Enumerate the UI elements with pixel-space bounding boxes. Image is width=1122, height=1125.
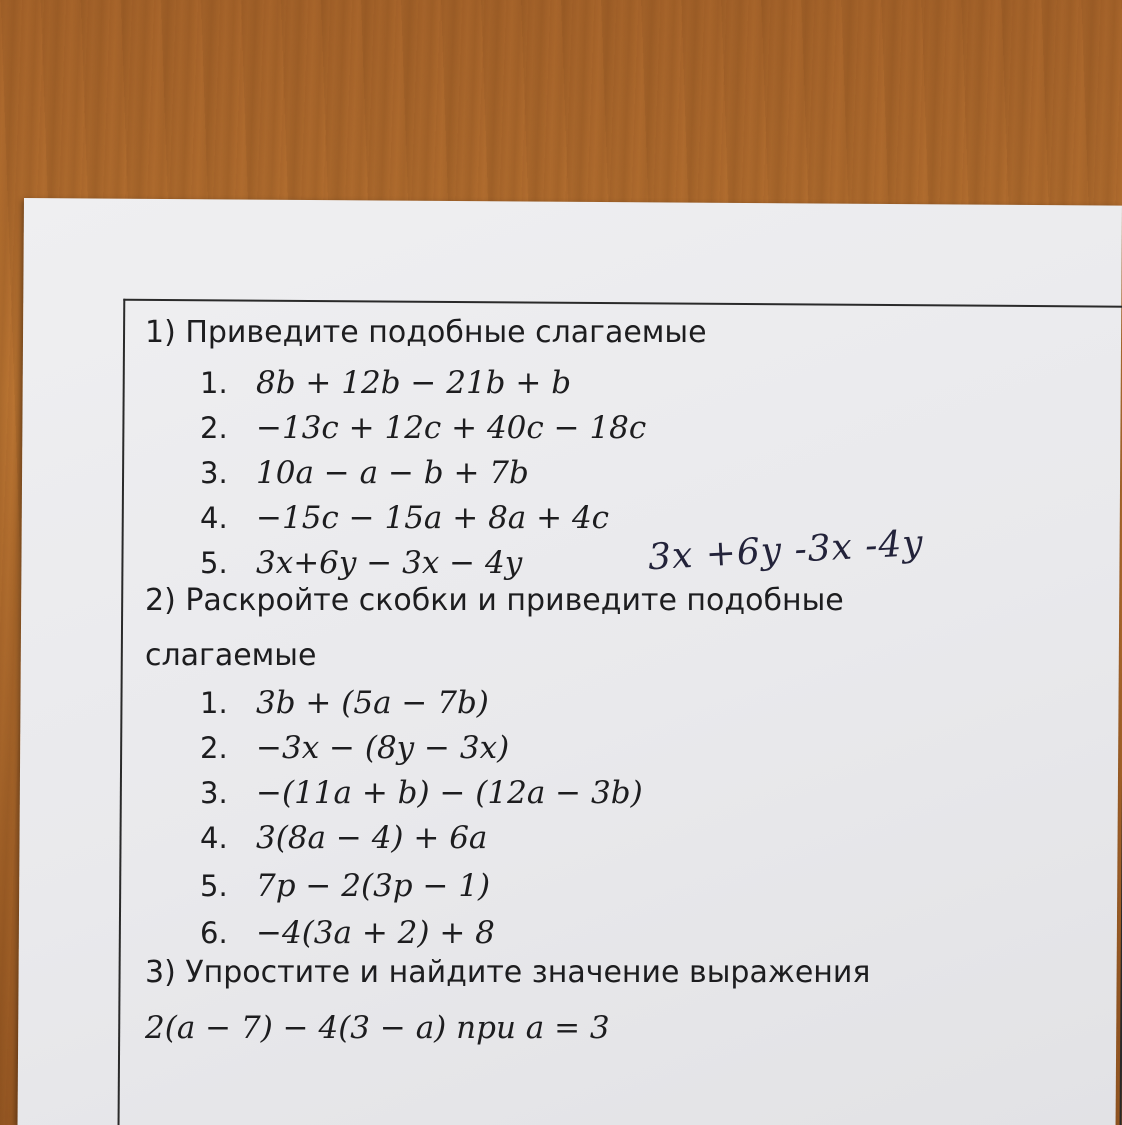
handwritten-note: 3x +6y -3x -4y [647, 522, 925, 579]
task2-title-continued: слагаемые [145, 638, 317, 673]
item-expression: −(11a + b) − (12a − 3b) [256, 775, 643, 811]
item-number: 5. [200, 869, 228, 903]
item-number: 1. [200, 366, 228, 400]
task2-item [200, 820, 487, 856]
task1-item [200, 455, 529, 491]
item-expression: 8b + 12b − 21b + b [256, 365, 572, 401]
task2-item [200, 730, 509, 766]
item-number: 2. [200, 731, 228, 765]
item-number: 4. [200, 501, 228, 535]
task2-item [200, 685, 489, 721]
item-number: 3. [200, 456, 228, 490]
item-expression: −4(3a + 2) + 8 [256, 915, 495, 951]
item-number: 1. [200, 686, 228, 720]
item-number: 6. [200, 916, 228, 950]
item-number: 5. [200, 546, 228, 580]
item-expression: 10a − a − b + 7b [256, 455, 529, 491]
task2-item [200, 868, 490, 904]
task1-item [200, 410, 646, 446]
task1-item [200, 500, 609, 536]
task1-item [200, 365, 571, 401]
item-expression: −15c − 15a + 8a + 4c [256, 500, 610, 536]
item-expression: −13c + 12c + 40c − 18c [256, 410, 647, 446]
task2-item [200, 915, 495, 951]
item-number: 3. [200, 776, 228, 810]
task3-title: 3) Упростите и найдите значение выражения [145, 955, 871, 990]
task1-title: 1) Приведите подобные слагаемые [145, 315, 707, 350]
task1-item [200, 545, 522, 581]
task3-expression [145, 1010, 610, 1046]
item-expression: 7p − 2(3p − 1) [256, 868, 491, 904]
item-expression: 2(a − 7) − 4(3 − a) при a = 3 [145, 1010, 610, 1046]
item-expression: 3x+6y − 3x − 4y [256, 545, 523, 581]
item-number: 2. [200, 411, 228, 445]
item-number: 4. [200, 821, 228, 855]
task2-title: 2) Раскройте скобки и приведите подобные [145, 583, 844, 618]
item-expression: 3b + (5a − 7b) [256, 685, 489, 721]
task2-item [200, 775, 643, 811]
item-expression: 3(8a − 4) + 6a [256, 820, 488, 856]
item-expression: −3x − (8y − 3x) [256, 730, 510, 766]
